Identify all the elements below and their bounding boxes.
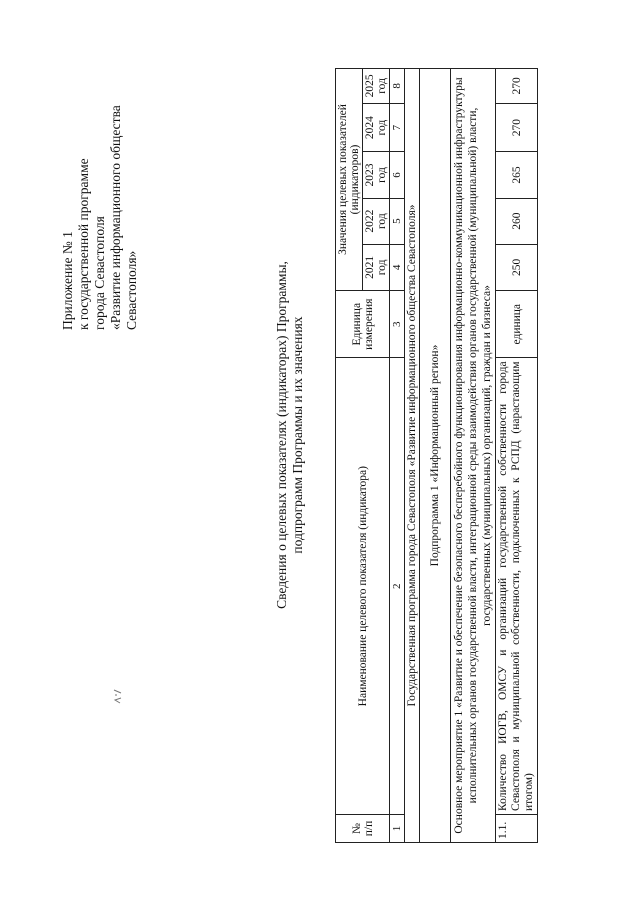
appendix-header [60, 80, 140, 330]
row-num: 1.1. [496, 814, 538, 842]
col-number: 6 [390, 152, 405, 198]
col-number: 1 [390, 814, 405, 842]
appendix-line: города Севастополя [92, 216, 107, 330]
main-activity-title: Основное мероприятие 1 «Развитие и обеспечение безопасного бесперебойного функционирования информационно-коммуникационной инфраструктуры исполнительных органов государственной власти, интеграционной среды взаимодействия органов государственной (муниципальной) власти, государственных (муниципальных) организаций, граждан и бизнеса» [451, 69, 496, 843]
col-number: 5 [390, 198, 405, 244]
row-value: 265 [496, 152, 538, 198]
row-value: 270 [496, 103, 538, 152]
header-name: Наименование целевого показателя (индикатора) [336, 358, 390, 815]
header-year: 2024 год [363, 103, 390, 152]
main-activity-row [451, 69, 496, 843]
row-value: 260 [496, 198, 538, 244]
header-year: 2025 год [363, 69, 390, 104]
appendix-line: Севастополя» [124, 250, 139, 330]
row-unit: единица [496, 291, 538, 358]
title-line: подпрограмм Программы и их значениях [290, 316, 305, 554]
row-value: 250 [496, 244, 538, 290]
program-title: Государственная программа города Севастополя «Развитие информационного общества Севастополя» [405, 69, 420, 843]
col-number: 4 [390, 244, 405, 290]
row-name: Количество ИОГВ, ОМСУ и организаций государственной собственности города Севастополя и муниципальной собственности, подключенных к РСПД (нарастающим итогом) [496, 358, 538, 815]
header-values-group: Значения целевых показателей (индикаторов) [336, 69, 363, 291]
subprogram-title: Подпрограмма 1 «Информационный регион» [420, 69, 451, 843]
header-year: 2022 год [363, 198, 390, 244]
col-number: 8 [390, 69, 405, 104]
program-row [405, 69, 420, 843]
title-line: Сведения о целевых показателях (индикаторах) Программы, [274, 261, 289, 609]
header-year: 2021 год [363, 244, 390, 290]
col-number: 3 [390, 291, 405, 358]
subprogram-row [420, 69, 451, 843]
row-value: 270 [496, 69, 538, 104]
col-number: 2 [390, 358, 405, 815]
header-unit: Единица измерения [336, 291, 390, 358]
table-header-row [336, 69, 363, 843]
appendix-line: Приложение № 1 [60, 231, 75, 330]
handwritten-mark [112, 687, 124, 705]
header-year: 2023 год [363, 152, 390, 198]
appendix-line: «Развитие информационного общества [108, 105, 123, 330]
document-title [274, 85, 306, 785]
col-number: 7 [390, 103, 405, 152]
table-row [496, 69, 538, 843]
column-numbers-row [390, 69, 405, 843]
appendix-line: к государственной программе [76, 158, 91, 330]
indicators-table [335, 68, 538, 843]
header-num: № п/п [336, 814, 390, 842]
